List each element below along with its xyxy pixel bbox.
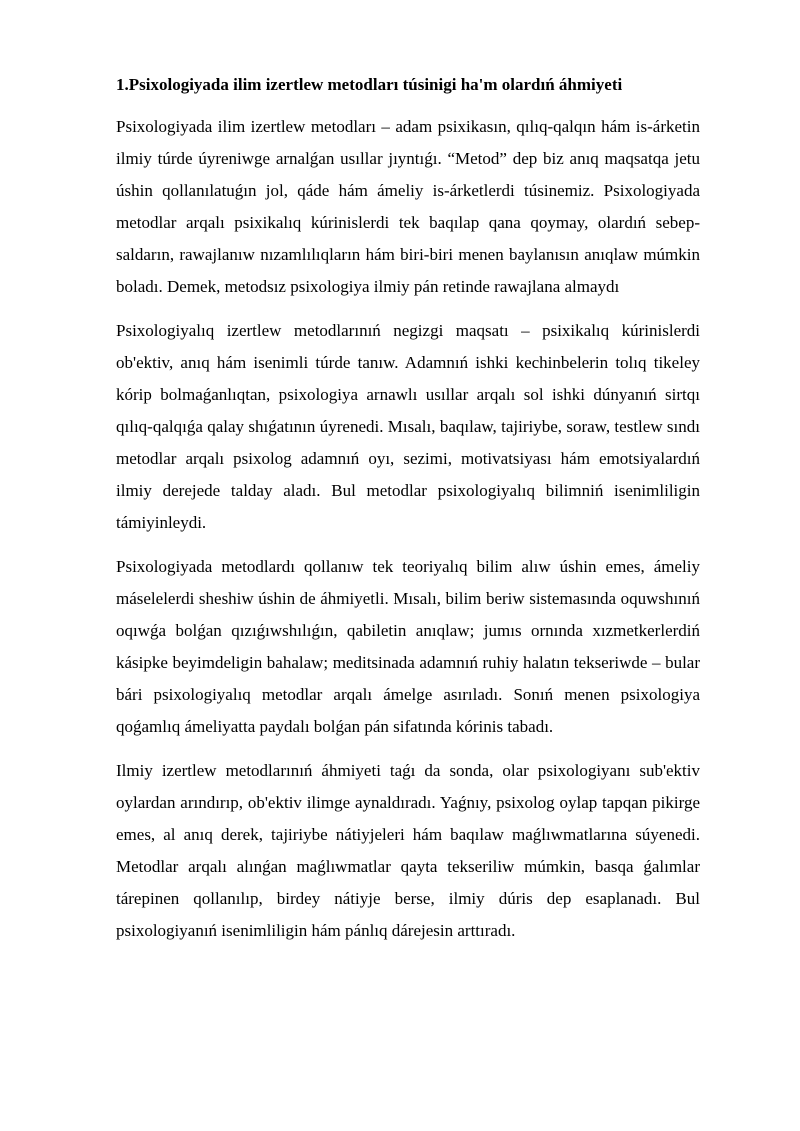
paragraph-definition: Psixologiyada ilim izertlew metodları – adam psixikasın, qılıq-qalqın hám is-árketin ilmiy túrde úyreniwge arnalǵan usıllar jıyntıǵı. “Metod” dep biz anıq maqsatqa jetu úshin qollanılatuǵın jol, qáde hám ámeliy is-árketlerdi túsinemiz. Psixologiyada metodlar arqalı psixikalıq kúrinislerdi tek baqılap qana qoymay, olardıń sebep-saldarın, rawajlanıw nızamlılıqların hám biri-biri menen baylanısın anıqlaw múmkin boladı. Demek, metodsız psixologiya ilmiy pán retinde rawajlana almaydı	[116, 117, 700, 296]
paragraph-practical-use: Psixologiyada metodlardı qollanıw tek teoriyalıq bilim alıw úshin emes, ámeliy máselelerdi sheshiw úshin de áhmiyetli. Mısalı, bilim beriw sistemasında oquwshınıń oqıwǵa bolǵan qızıǵıwshılıǵın, qabiletin anıqlaw; jumıs ornında xızmetkerlerdiń kásipke beyimdeligin bahalaw; meditsinada adamnıń ruhiy halatın tekseriwde – bular bári psixologiyalıq metodlar arqalı ámelge asırıladı. Sonıń menen psixologiya qoǵamlıq ámeliyatta paydalı bolǵan pán sifatında kórinis tabadı.	[116, 557, 700, 736]
paragraph-purpose: Psixologiyalıq izertlew metodlarınıń negizgi maqsatı – psixikalıq kúrinislerdi ob'ektiv, anıq hám isenimli túrde tanıw. Adamnıń ishki kechinbelerin tolıq tikeley kórip bolmaǵanlıqtan, psixologiya arnawlı usıllar arqalı sol ishki dúnyanıń sirtqı qılıq-qalqıǵa qalay shıǵatının úyrenedi. Mısalı, baqılaw, tajiriybe, soraw, testlew sındı metodlar arqalı psixolog adamnıń oyı, sezimi, motivatsiyası hám emotsiyalardıń ilmiy derejede talday aladı. Bul metodlar psixologiyalıq bilimniń isenimliligin támiyinleydi.	[116, 321, 700, 532]
document-page	[116, 72, 700, 959]
paragraph-importance: Ilmiy izertlew metodlarınıń áhmiyeti taǵı da sonda, olar psixologiyanı sub'ektiv oylardan arındırıp, ob'ektiv ilimge aynaldıradı. Yaǵnıy, psixolog oylap tapqan pikirge emes, al anıq derek, tajiriybe nátiyjeleri hám baqılaw maǵlıwmatlarına súyenedi. Metodlar arqalı alınǵan maǵlıwmatlar qayta tekseriliw múmkin, basqa ǵalımlar tárepinen qollanılıp, birdey nátiyje berse, ilmiy dúris dep esaplanadı. Bul psixologiyanıń isenimliligin hám pánlıq dárejesin arttıradı.	[116, 761, 700, 940]
section-heading: 1.Psixologiyada ilim izertlew metodları túsinigi ha'm olardıń áhmiyeti	[116, 75, 623, 94]
